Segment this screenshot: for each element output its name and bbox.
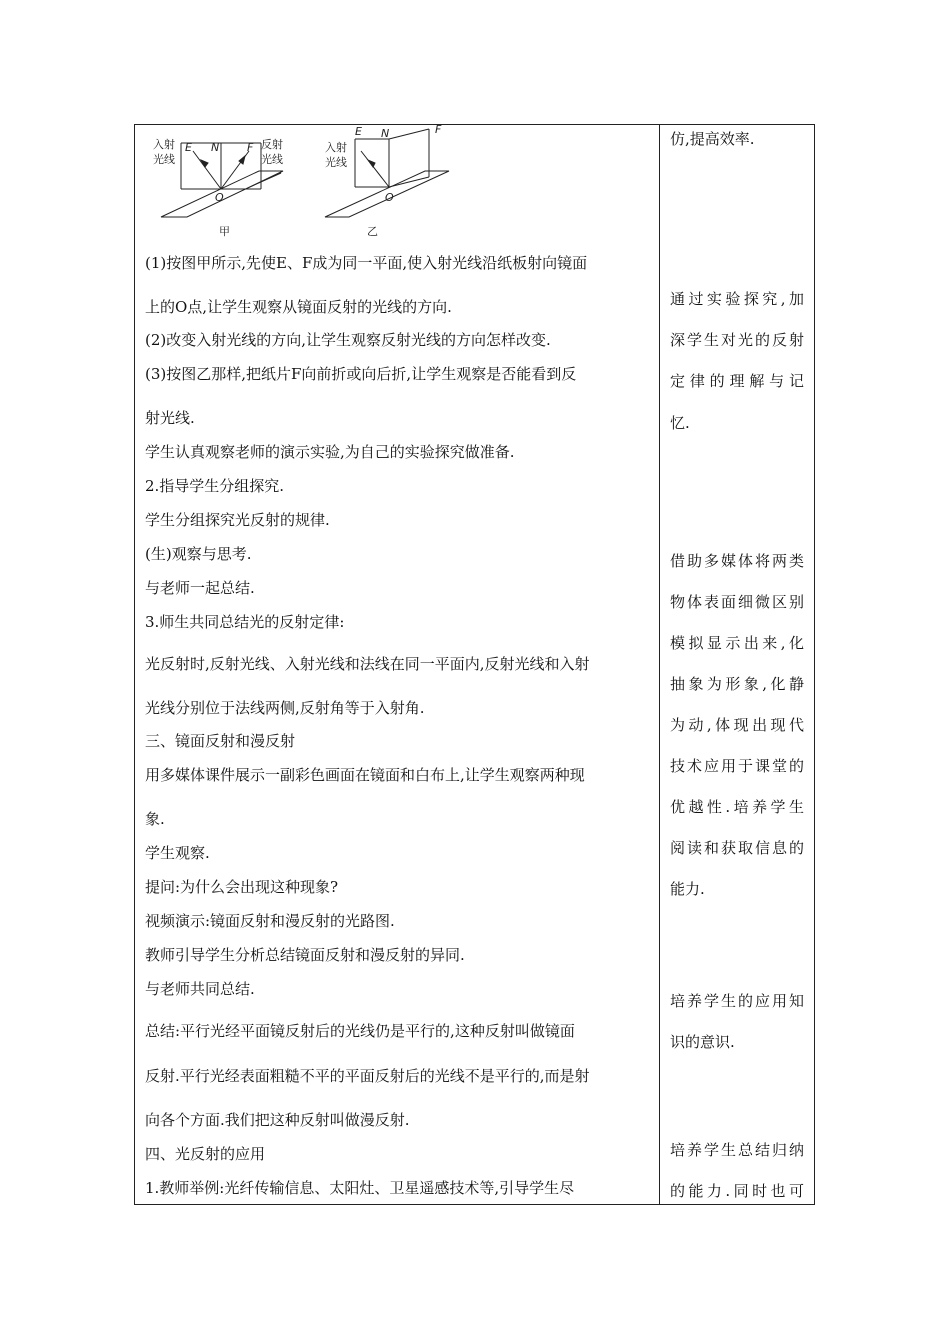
jia-reflected-label-2: 光线 [261,153,283,166]
left-line-5: 射光线. [145,409,195,427]
left-line-19: 视频演示:镜面反射和漫反射的光路图. [145,912,395,930]
jia-incident-label-1: 入射 [153,138,175,151]
left-line-24: 向各个方面.我们把这种反射叫做漫反射. [145,1111,410,1129]
right-line-9: 抽象为形象,化静 [670,675,804,693]
left-line-12: 光反射时,反射光线、入射光线和法线在同一平面内,反射光线和入射 [145,655,590,673]
yi-incident-label-2: 光线 [325,156,347,169]
left-line-1: (1)按图甲所示,先使E、F成为同一平面,使入射光线沿纸板射向镜面 [145,254,588,272]
right-line-13: 阅读和获取信息的 [670,839,804,857]
right-line-8: 模拟显示出来,化 [670,634,804,652]
left-line-8: 学生分组探究光反射的规律. [145,511,330,529]
jia-label-o: O [215,191,224,204]
right-line-11: 技术应用于课堂的 [670,757,804,775]
jia-label-e: E [185,141,192,154]
left-line-10: 与老师一起总结. [145,579,255,597]
jia-label-f: F [247,141,254,154]
right-line-16: 识的意识. [670,1033,735,1051]
reflection-experiment-figure [153,125,459,243]
left-line-25: 四、光反射的应用 [145,1145,266,1163]
yi-label-n: N [381,127,390,140]
yi-label-o: O [385,191,394,204]
left-line-23: 反射.平行光经表面粗糙不平的平面反射后的光线不是平行的,而是射 [145,1067,590,1085]
left-line-6: 学生认真观察老师的演示实验,为自己的实验探究做准备. [145,443,515,461]
jia-caption: 甲 [219,225,230,238]
right-line-1: 仿,提高效率. [670,130,755,148]
left-line-15: 用多媒体课件展示一副彩色画面在镜面和白布上,让学生观察两种现 [145,766,585,784]
right-line-3: 深学生对光的反射 [670,331,804,349]
left-line-14: 三、镜面反射和漫反射 [145,732,296,750]
right-line-4: 定律的理解与记 [670,372,804,390]
jia-incident-label-2: 光线 [153,153,175,166]
column-divider [659,125,660,1204]
left-line-20: 教师引导学生分析总结镜面反射和漫反射的异同. [145,946,465,964]
right-line-7: 物体表面细微区别 [670,593,804,611]
reflection-diagram [153,125,459,243]
yi-caption: 乙 [367,225,378,238]
left-line-7: 2.指导学生分组探究. [145,477,285,495]
left-line-21: 与老师共同总结. [145,980,255,998]
right-line-6: 借助多媒体将两类 [670,552,804,570]
left-line-9: (生)观察与思考. [145,545,252,563]
left-line-2: 上的O点,让学生观察从镜面反射的光线的方向. [145,298,452,316]
yi-label-f: F [435,125,442,136]
left-line-26: 1.教师举例:光纤传输信息、太阳灶、卫星遥感技术等,引导学生尽 [145,1179,575,1197]
left-line-16: 象. [145,810,165,828]
left-line-11: 3.师生共同总结光的反射定律: [145,613,345,631]
jia-reflected-label-1: 反射 [261,138,283,151]
right-line-15: 培养学生的应用知 [670,992,804,1010]
left-line-3: (2)改变入射光线的方向,让学生观察反射光线的方向怎样改变. [145,331,551,349]
right-line-14: 能力. [670,880,705,898]
right-line-5: 忆. [670,414,690,432]
right-line-18: 的能力.同时也可 [670,1182,804,1200]
jia-label-n: N [211,141,220,154]
left-line-4: (3)按图乙那样,把纸片F向前折或向后折,让学生观察是否能看到反 [145,365,577,383]
right-line-2: 通过实验探究,加 [670,290,804,308]
yi-incident-label-1: 入射 [325,141,347,154]
yi-label-e: E [355,125,362,138]
right-line-12: 优越性.培养学生 [670,798,804,816]
left-line-13: 光线分别位于法线两侧,反射角等于入射角. [145,699,425,717]
right-line-10: 为动,体现出现代 [670,716,804,734]
right-line-17: 培养学生总结归纳 [670,1141,804,1159]
left-line-22: 总结:平行光经平面镜反射后的光线仍是平行的,这种反射叫做镜面 [145,1022,575,1040]
left-line-18: 提问:为什么会出现这种现象? [145,878,339,896]
lesson-table [134,124,815,1205]
left-line-17: 学生观察. [145,844,210,862]
